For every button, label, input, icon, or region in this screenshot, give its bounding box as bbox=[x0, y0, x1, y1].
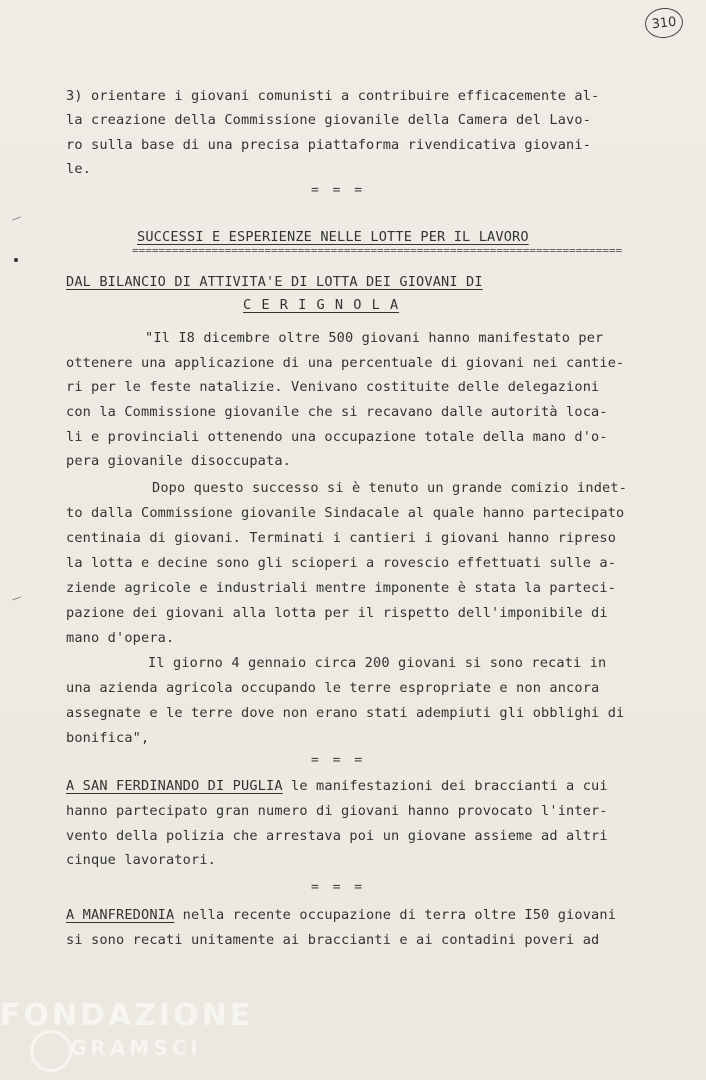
text-line: la lotta e decine sono gli scioperi a rovescio effettuati sulle a- bbox=[66, 555, 617, 571]
page-number: 310 bbox=[650, 14, 678, 32]
text-line: assegnate e le terre dove non erano stati adempiuti gli obblighi di bbox=[66, 705, 625, 721]
text-line: ottenere una applicazione di una percentuale di giovani nei cantie- bbox=[66, 355, 625, 371]
heading-double-underline: ========================================================================== bbox=[132, 244, 623, 257]
text-line bbox=[66, 907, 616, 923]
text-line: pazione dei giovani alla lotta per il rispetto dell'imponibile di bbox=[66, 605, 608, 621]
text-line: pera giovanile disoccupata. bbox=[66, 453, 292, 469]
section-separator: = = = bbox=[311, 880, 366, 895]
text-line: 3) orientare i giovani comunisti a contribuire efficacemente al- bbox=[66, 88, 600, 104]
text-line: "Il I8 dicembre oltre 500 giovani hanno manifestato per bbox=[145, 330, 604, 346]
margin-mark bbox=[12, 216, 21, 220]
text-run: nella recente occupazione di terra oltre I50 giovani bbox=[174, 907, 617, 923]
text-line: le. bbox=[66, 161, 92, 177]
text-line: Il giorno 4 gennaio circa 200 giovani si sono recati in bbox=[148, 655, 607, 671]
text-line: una azienda agricola occupando le terre espropriate e non ancora bbox=[66, 680, 600, 696]
text-line: mano d'opera. bbox=[66, 630, 175, 646]
text-line: vento della polizia che arrestava poi un giovane assieme ad altri bbox=[66, 828, 608, 844]
text-line: cinque lavoratori. bbox=[66, 852, 217, 868]
text-line: la creazione della Commissione giovanile della Camera del Lavo- bbox=[66, 112, 592, 128]
text-line: con la Commissione giovanile che si recavano dalle autorità loca- bbox=[66, 404, 608, 420]
subheading: DAL BILANCIO DI ATTIVITA'E DI LOTTA DEI GIOVANI DI bbox=[66, 274, 483, 290]
margin-mark bbox=[12, 596, 21, 600]
text-line: bonifica", bbox=[66, 730, 150, 746]
text-line bbox=[66, 778, 608, 794]
watermark-text-2: GRAMSCI bbox=[70, 1036, 202, 1060]
text-line: ziende agricole e industriali mentre imponente è stata la parteci- bbox=[66, 580, 617, 596]
text-line: Dopo questo successo si è tenuto un grande comizio indet- bbox=[152, 480, 628, 496]
page-number-stamp bbox=[644, 6, 685, 40]
text-line: to dalla Commissione giovanile Sindacale al quale hanno partecipato bbox=[66, 505, 625, 521]
watermark-text: FONDAZIONE bbox=[0, 998, 254, 1033]
text-line: si sono recati unitamente ai braccianti e ai contadini poveri ad bbox=[66, 932, 600, 948]
section-separator: = = = bbox=[311, 753, 366, 768]
subheading-city: C E R I G N O L A bbox=[243, 297, 400, 313]
text-run: le manifestazioni dei braccianti a cui bbox=[282, 778, 608, 794]
place-name: A MANFREDONIA bbox=[66, 907, 175, 923]
text-line: ri per le feste natalizie. Venivano costituite delle delegazioni bbox=[66, 379, 600, 395]
text-line: li e provinciali ottenendo una occupazione totale della mano d'o- bbox=[66, 429, 608, 445]
section-heading: SUCCESSI E ESPERIENZE NELLE LOTTE PER IL LAVORO bbox=[137, 229, 529, 245]
margin-dot bbox=[14, 258, 18, 262]
text-line: ro sulla base di una precisa piattaforma rivendicativa giovani- bbox=[66, 137, 592, 153]
watermark-logo-icon bbox=[30, 1030, 72, 1072]
place-name: A SAN FERDINANDO DI PUGLIA bbox=[66, 778, 283, 794]
section-separator: = = = bbox=[311, 183, 366, 198]
text-line: hanno partecipato gran numero di giovani hanno provocato l'inter- bbox=[66, 803, 608, 819]
text-line: centinaia di giovani. Terminati i cantieri i giovani hanno ripreso bbox=[66, 530, 617, 546]
